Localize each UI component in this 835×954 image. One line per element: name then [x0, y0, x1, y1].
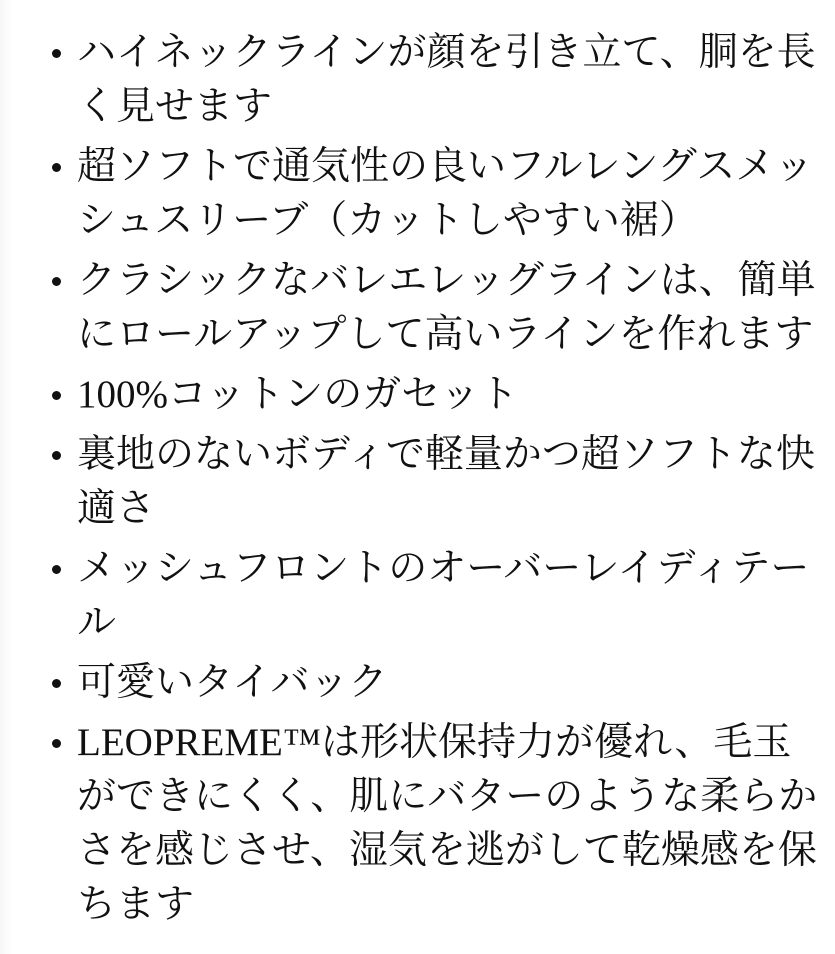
feature-text: 裏地のないボディで軽量かつ超ソフトな快適さ — [77, 433, 815, 530]
feature-text: 超ソフトで通気性の良いフルレングスメッシュスリーブ（カットしやすい裾） — [77, 145, 814, 242]
feature-text: 100%コットンのガセット — [77, 373, 519, 416]
feature-text: LEOPREME™は形状保持力が優れ、毛玉ができにくく、肌にバターのような柔らかさを感じさせ、湿気を逃がして乾燥感を保ちます — [77, 721, 818, 926]
feature-text: メッシュフロントのオーバーレイディテール — [77, 547, 810, 644]
feature-item — [77, 716, 827, 932]
feature-item — [77, 542, 827, 650]
feature-text: クラシックなバレエレッグラインは、簡単にロールアップして高いラインを作れます — [77, 259, 816, 356]
feature-item — [77, 656, 827, 710]
feature-item — [77, 26, 827, 134]
feature-item — [77, 428, 827, 536]
feature-item — [77, 140, 827, 248]
feature-text: ハイネックラインが顔を引き立て、胴を長く見せます — [77, 31, 816, 128]
feature-text: 可愛いタイバック — [77, 661, 388, 704]
feature-item — [77, 254, 827, 362]
feature-item — [77, 368, 827, 422]
